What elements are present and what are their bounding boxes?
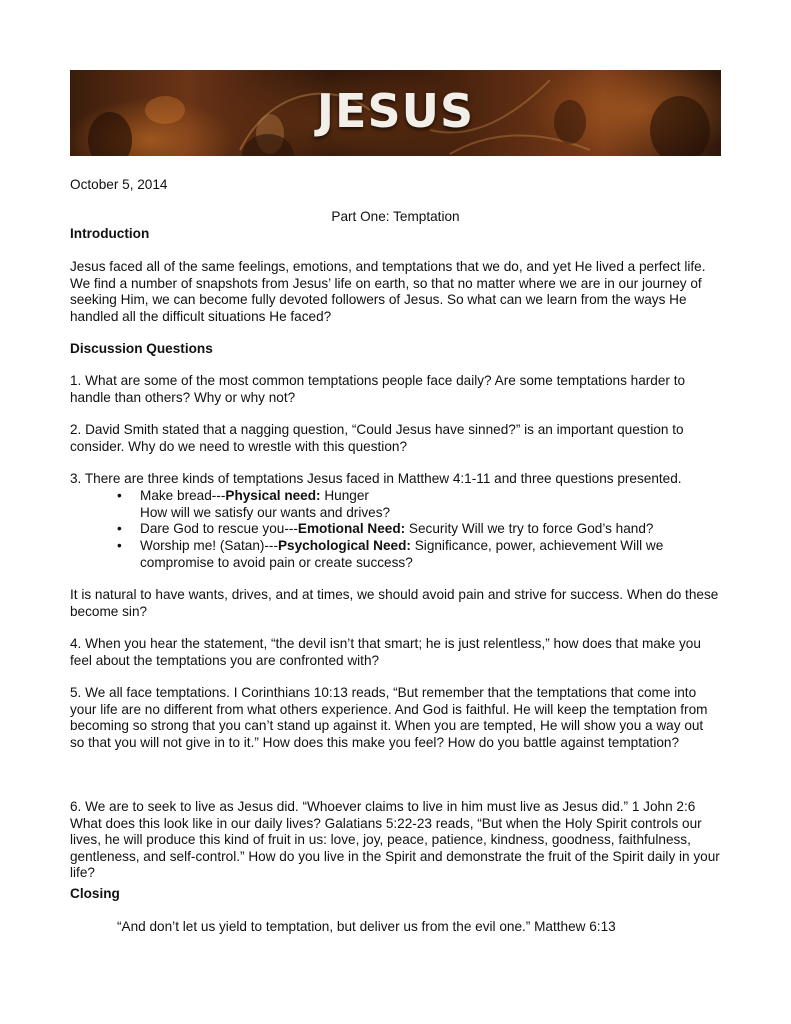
bullet-psychological-need: [140, 538, 720, 571]
bullet-text: Hunger: [320, 488, 369, 503]
bullet-text: Significance, power, achievement Will we compromise to avoid pain or create success?: [140, 538, 664, 570]
bullet-marker: •: [117, 521, 122, 536]
document-date: October 5, 2014: [70, 177, 168, 192]
bullet-label: Emotional Need:: [297, 521, 406, 536]
discussion-heading: Discussion Questions: [70, 341, 213, 356]
bullet-text: Security Will we try to force God’s hand?: [405, 521, 654, 536]
bullet-prefix: Dare God to rescue you---: [140, 521, 298, 536]
bullet-prefix: Worship me! (Satan)---: [140, 538, 278, 553]
closing-heading: Closing: [70, 886, 120, 901]
bullet-second-line: How will we satisfy our wants and drives?: [140, 504, 391, 520]
bullet-prefix: Make bread---: [140, 488, 226, 503]
bullet-marker: •: [117, 538, 122, 553]
question-5: 5. We all face temptations. I Corinthians 10:13 reads, “But remember that the temptations that come into your life are no different from what others experience. And God is faithful. He will keep the temptation from becoming so strong that you can’t stand up against it. When you are tempted, He will show you a way out so that you will not give in to it.” How does this make you feel? How do you battle against temptation?: [70, 685, 708, 750]
question-1: 1. What are some of the most common temptations people face daily? Are some temptations harder to handle than others? Why or why not?: [70, 373, 686, 405]
introduction-heading: Introduction: [70, 226, 150, 241]
introduction-paragraph: Jesus faced all of the same feelings, emotions, and temptations that we do, and yet He lived a perfect life. We find a number of snapshots from Jesus’ life on earth, so that no matter where we are in our journey of seeking Him, we can become fully devoted followers of Jesus. So what can we learn from the ways He handled all the difficult situations He faced?: [70, 259, 706, 324]
closing-quote: “And don’t let us yield to temptation, but deliver us from the evil one.” Matthew 6:13: [117, 919, 616, 934]
question-2: 2. David Smith stated that a nagging question, “Could Jesus have sinned?” is an important question to consider. Why do we need to wrestle with this question?: [70, 422, 684, 454]
bullet-marker: •: [117, 488, 122, 503]
bullet-label: Psychological Need:: [277, 538, 411, 553]
discussion-note: It is natural to have wants, drives, and at times, we should avoid pain and strive for success. When do these become sin?: [70, 587, 719, 619]
question-6: 6. We are to seek to live as Jesus did. “Whoever claims to live in him must live as Jesus did.” 1 John 2:6 What does this look like in our daily lives? Galatians 5:22-23 reads, “But when the Holy Spirit controls our lives, he will produce this kind of fruit in us: love, joy, peace, patience, kindness, goodness, faithfulness, gentleness, and self-control.” How do you live in the Spirit and demonstrate the fruit of the Spirit daily in your life?: [70, 799, 720, 880]
question-3: 3. There are three kinds of temptations Jesus faced in Matthew 4:1-11 and three questions presented.: [70, 471, 682, 486]
header-banner: [70, 70, 721, 156]
question-4: 4. When you hear the statement, “the devil isn’t that smart; he is just relentless,” how does that make you feel about the temptations you are confronted with?: [70, 636, 701, 668]
bullet-label: Physical need:: [225, 488, 321, 503]
part-title: Part One: Temptation: [331, 209, 460, 224]
bullet-emotional-need: [140, 521, 720, 538]
banner-title: JESUS: [316, 84, 475, 138]
bullet-physical-need: [140, 488, 720, 521]
